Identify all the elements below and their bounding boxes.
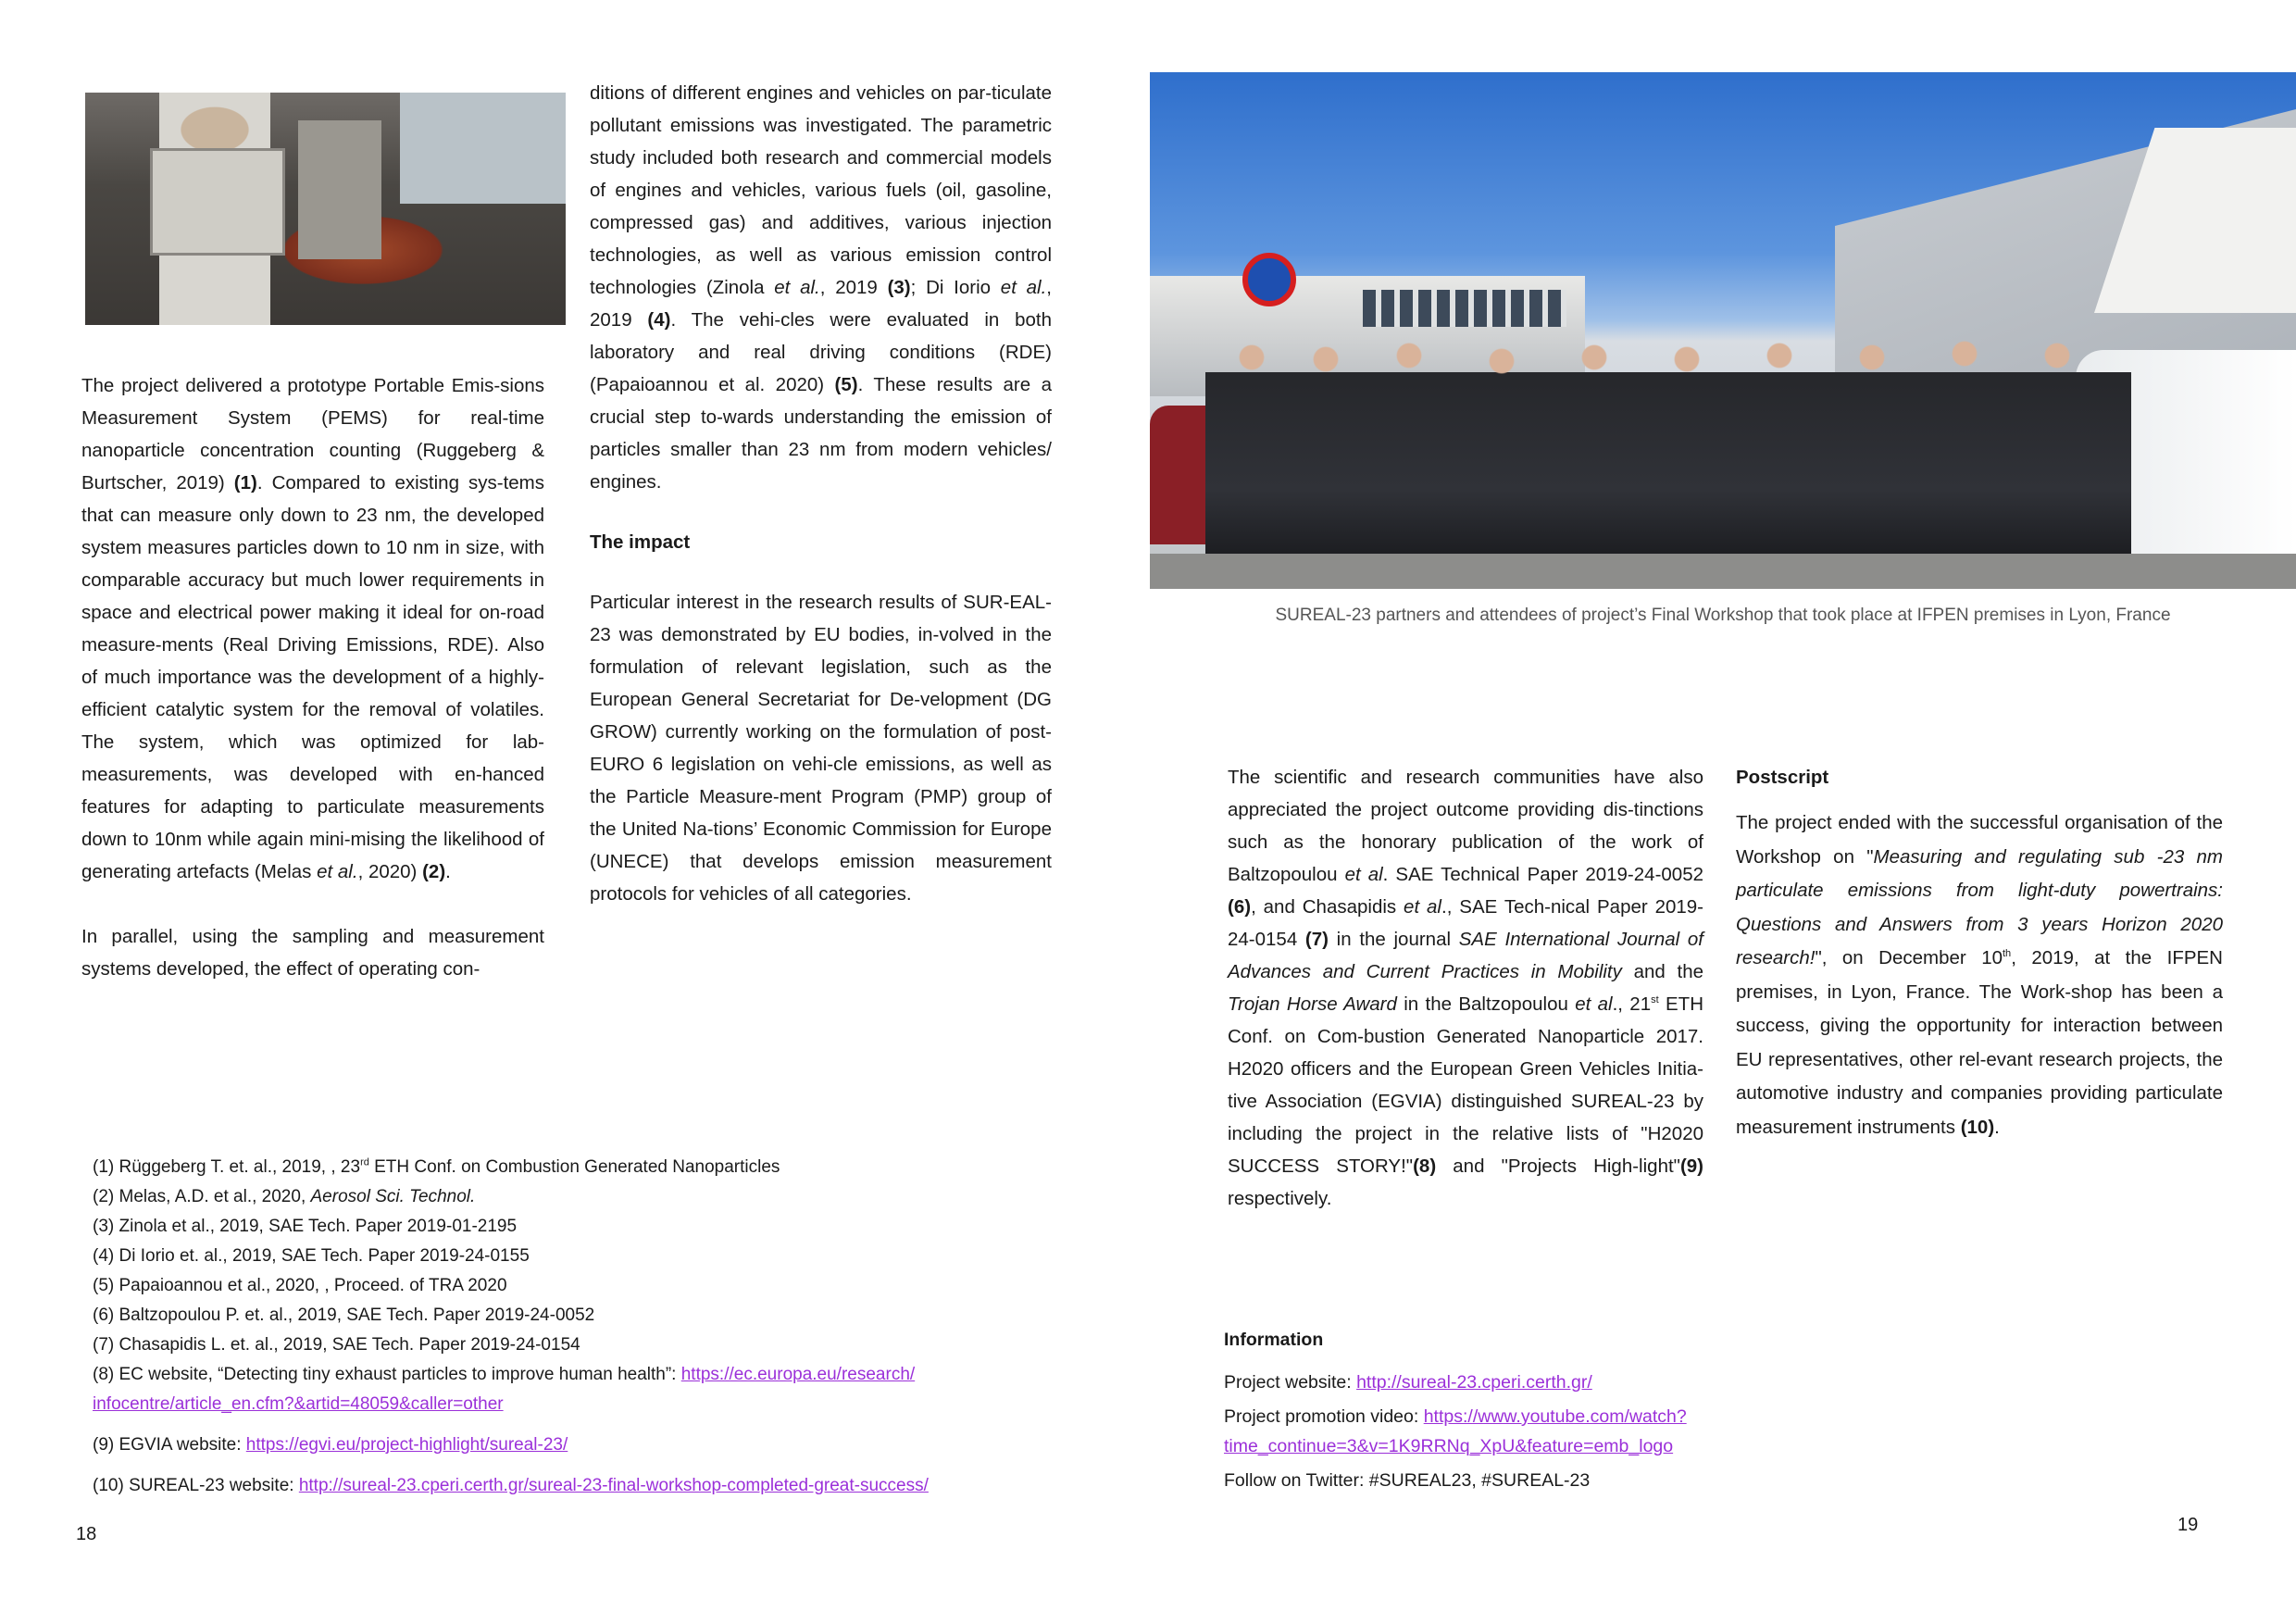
text-run: The scientific and research communities have also appreciated the project outcome providing dis-tinctions such as the honorary publication of the work of Baltzopoulou xyxy=(1228,767,1703,885)
reference-item xyxy=(93,1330,1046,1360)
right-column-1-text xyxy=(1228,761,1703,1215)
text-run: (5) Papaioannou et al., 2020, , Proceed. of TRA 2020 xyxy=(93,1276,507,1295)
no-parking-sign xyxy=(1242,253,1296,306)
promotion-video-line xyxy=(1224,1402,1816,1461)
superscript: st xyxy=(1651,994,1659,1006)
italic-text: et al. xyxy=(317,861,358,882)
text-run: , 2019 xyxy=(590,277,1052,331)
italic-text: et al. xyxy=(774,277,820,298)
reference-item xyxy=(93,1471,1046,1501)
reference-item xyxy=(93,1182,1046,1212)
information-section xyxy=(1224,1326,1816,1496)
page-number-left: 18 xyxy=(76,1524,97,1544)
text-run: (2) Melas, A.D. et al., 2020, xyxy=(93,1187,311,1206)
reference-link[interactable]: https://ec.europa.eu/research/ infocentre/article_en.cfm?&artid=48059&caller=other xyxy=(93,1365,916,1414)
bold-citation: (1) xyxy=(233,472,257,493)
text-run: , 2020) xyxy=(357,861,423,882)
superscript: rd xyxy=(360,1156,369,1168)
text-run: , 2019, at the IFPEN premises, in Lyon, France. The Work-shop has been a success, giving the opportunity for interaction between EU representatives, other rel-evant research projects, the automotive industry and companies providing particulate measurement instruments xyxy=(1736,947,2223,1138)
italic-text: et al xyxy=(1404,896,1441,918)
bold-citation: (6) xyxy=(1228,896,1252,918)
text-run: ETH Conf. on Com-bustion Generated Nanoparticle 2017. H2020 officers and the European Green Vehicles Initia-tive Association (EGVIA) distinguished SUREAL-23 by including the project in the relative lists of "H2020 SUCCESS STORY!" xyxy=(1228,993,1704,1177)
reference-item xyxy=(93,1430,1046,1460)
equipment-panel xyxy=(298,120,381,259)
equipment-box xyxy=(150,148,285,256)
postscript-heading: Postscript xyxy=(1736,767,1829,788)
reference-item xyxy=(93,1153,1046,1182)
text-run: The project ended with the successful organisation of the Workshop on " xyxy=(1736,812,2223,868)
bold-citation: (7) xyxy=(1304,929,1329,950)
text-run: . These results are a crucial step to-wards understanding the emission of particles smaller than 23 nm from modern vehicles/ engines. xyxy=(590,374,1052,493)
italic-text: Aerosol Sci. Technol. xyxy=(310,1187,476,1206)
project-website-link[interactable]: http://sureal-23.cperi.certh.gr/ xyxy=(1356,1372,1592,1393)
bold-citation: (9) xyxy=(1679,1156,1703,1177)
text-run: (7) Chasapidis L. et. al., 2019, SAE Tech. Paper 2019-24-0154 xyxy=(93,1335,580,1355)
text-run: The project delivered a prototype Portable Emis-sions Measurement System (PEMS) for real-time nanoparticle concentration counting (Ruggeberg & Burtscher, 2019) xyxy=(81,375,544,493)
promotion-video-link[interactable]: https://www.youtube.com/watch? time_continue=3&v=1K9RRNq_XpU&feature=emb_logo xyxy=(1224,1406,1687,1456)
project-website-label: Project website: xyxy=(1224,1372,1357,1393)
left-column-text xyxy=(81,369,544,985)
text-run: . SAE Technical Paper 2019-24-0052 xyxy=(1382,864,1703,885)
italic-text: et al. xyxy=(1000,277,1047,298)
reference-link[interactable]: http://sureal-23.cperi.certh.gr/sureal-23-final-workshop-completed-great-success/ xyxy=(298,1476,929,1495)
text-run: ditions of different engines and vehicles on par-ticulate pollutant emissions was investigated. The parametric study included both research and commercial models of engines and vehicles, various fuels (oil, gasoline, compressed gas) and additives, various injection technologies, as well as various emission control technologies (Zinola xyxy=(590,82,1052,298)
text-run: (10) SUREAL-23 website: xyxy=(93,1476,299,1495)
text-run: In parallel, using the sampling and measurement systems developed, the effect of operating con- xyxy=(81,926,544,980)
italic-text: Measuring and regulating sub -23 nm particulate emissions from light-duty powertrains: Questions and Answers from 3 years Horizon 2020 research! xyxy=(1736,845,2223,968)
superscript: th xyxy=(2003,948,2012,960)
reference-item xyxy=(93,1242,1046,1271)
bold-citation: (8) xyxy=(1413,1156,1437,1177)
text-run: . The vehi-cles were evaluated in both laboratory and real driving conditions (RDE) (Papaioannou et al. 2020) xyxy=(590,309,1052,395)
paragraph-postscript xyxy=(1736,806,2223,1144)
text-run: and the xyxy=(1621,961,1704,982)
paragraph-parallel xyxy=(81,920,544,985)
text-run: ., 21 xyxy=(1612,993,1652,1015)
window-light xyxy=(400,93,566,204)
text-run: , and Chasapidis xyxy=(1251,896,1404,918)
twitter-line: Follow on Twitter: #SUREAL23, #SUREAL-23 xyxy=(1224,1470,1591,1491)
text-run: (4) Di Iorio et. al., 2019, SAE Tech. Paper 2019-24-0155 xyxy=(93,1246,530,1266)
crowd-of-attendees xyxy=(1205,341,2131,554)
bold-citation: (10) xyxy=(1960,1116,1995,1138)
reference-item xyxy=(93,1212,1046,1242)
text-run: ", on December 10 xyxy=(1815,947,2003,968)
reference-item xyxy=(93,1360,1046,1419)
text-run: , 2019 xyxy=(819,277,888,298)
building-windows xyxy=(1363,290,1566,327)
paragraph-parametric-study xyxy=(590,77,1052,498)
references-list xyxy=(93,1153,1046,1501)
bold-citation: (2) xyxy=(422,861,446,882)
bold-citation: (4) xyxy=(647,309,671,331)
paragraph-impact xyxy=(590,586,1052,910)
project-website-line xyxy=(1224,1367,1816,1398)
reference-link[interactable]: https://egvi.eu/project-highlight/sureal-23/ xyxy=(245,1435,568,1455)
bold-citation: (3) xyxy=(887,277,911,298)
text-run: respectively. xyxy=(1228,1188,1332,1209)
text-run: in the Baltzopoulou xyxy=(1396,993,1576,1015)
middle-column-text xyxy=(590,77,1052,910)
promotion-video-label: Project promotion video: xyxy=(1224,1406,1424,1427)
information-heading: Information xyxy=(1224,1330,1324,1350)
lab-equipment-photo xyxy=(85,93,566,325)
italic-text: et al xyxy=(1344,864,1383,885)
paragraph-pems xyxy=(81,369,544,888)
text-run: (1) Rüggeberg T. et. al., 2019, , 23 xyxy=(93,1157,361,1177)
text-run: (3) Zinola et al., 2019, SAE Tech. Paper 2019-01-2195 xyxy=(93,1217,518,1236)
text-run: ETH Conf. on Combustion Generated Nanoparticles xyxy=(368,1157,780,1177)
pavement xyxy=(1150,554,2296,589)
text-run: and "Projects High-light" xyxy=(1436,1156,1680,1177)
reference-item xyxy=(93,1301,1046,1330)
page-number-right: 19 xyxy=(2177,1515,2199,1535)
text-run: . xyxy=(445,861,451,882)
text-run: (9) EGVIA website: xyxy=(93,1435,246,1455)
bold-citation: (5) xyxy=(834,374,858,395)
italic-text: Trojan Horse Award xyxy=(1228,993,1397,1015)
text-run: ; Di Iorio xyxy=(910,277,1001,298)
italic-text: SAE International Journal of Advances and Current Practices in Mobility xyxy=(1228,929,1703,982)
right-column-2-text xyxy=(1736,761,2223,1144)
paragraph-distinctions xyxy=(1228,761,1703,1215)
text-run: . xyxy=(1994,1116,2000,1138)
impact-heading: The impact xyxy=(590,531,691,553)
text-run: Particular interest in the research results of SUR-EAL-23 was demonstrated by EU bodies, in-volved in the formulation of relevant legislation, such as the European General Secretariat for De-velopment (DG GROW) currently working on the formulation of post-EURO 6 legislation on vehi-cle emissions, as well as the Particle Measure-ment Program (PMP) group of the United Na-tions’ Economic Commission for Europe (UNECE) that develops emission measurement protocols for vehicles of all categories. xyxy=(590,592,1052,905)
photo-caption: SUREAL-23 partners and attendees of project’s Final Workshop that took place at IFPEN premises in Lyon, France xyxy=(1275,606,2171,625)
text-run: (6) Baltzopoulou P. et. al., 2019, SAE Tech. Paper 2019-24-0052 xyxy=(93,1305,595,1325)
text-run: ., SAE Tech-nical Paper 2019-24-0154 xyxy=(1228,896,1704,950)
text-run: in the journal xyxy=(1328,929,1459,950)
italic-text: et al xyxy=(1575,993,1613,1015)
text-run: (8) EC website, “Detecting tiny exhaust particles to improve human health”: xyxy=(93,1365,681,1384)
workshop-group-photo xyxy=(1150,72,2296,589)
text-run: . Compared to existing sys-tems that can measure only down to 23 nm, the developed system measures particles down to 10 nm in size, with comparable accuracy but much lower requirements in space and electrical power making it ideal for on-road measure-ments (Real Driving Emissions, RDE). Also of much importance was the development of a highly-efficient catalytic system for the removal of volatiles. The system, which was optimized for lab-measurements, was developed with en-hanced features for adapting to particulate measurements down to 10nm while again mini-mising the likelihood of generating artefacts (Melas xyxy=(81,472,544,882)
reference-item xyxy=(93,1271,1046,1301)
